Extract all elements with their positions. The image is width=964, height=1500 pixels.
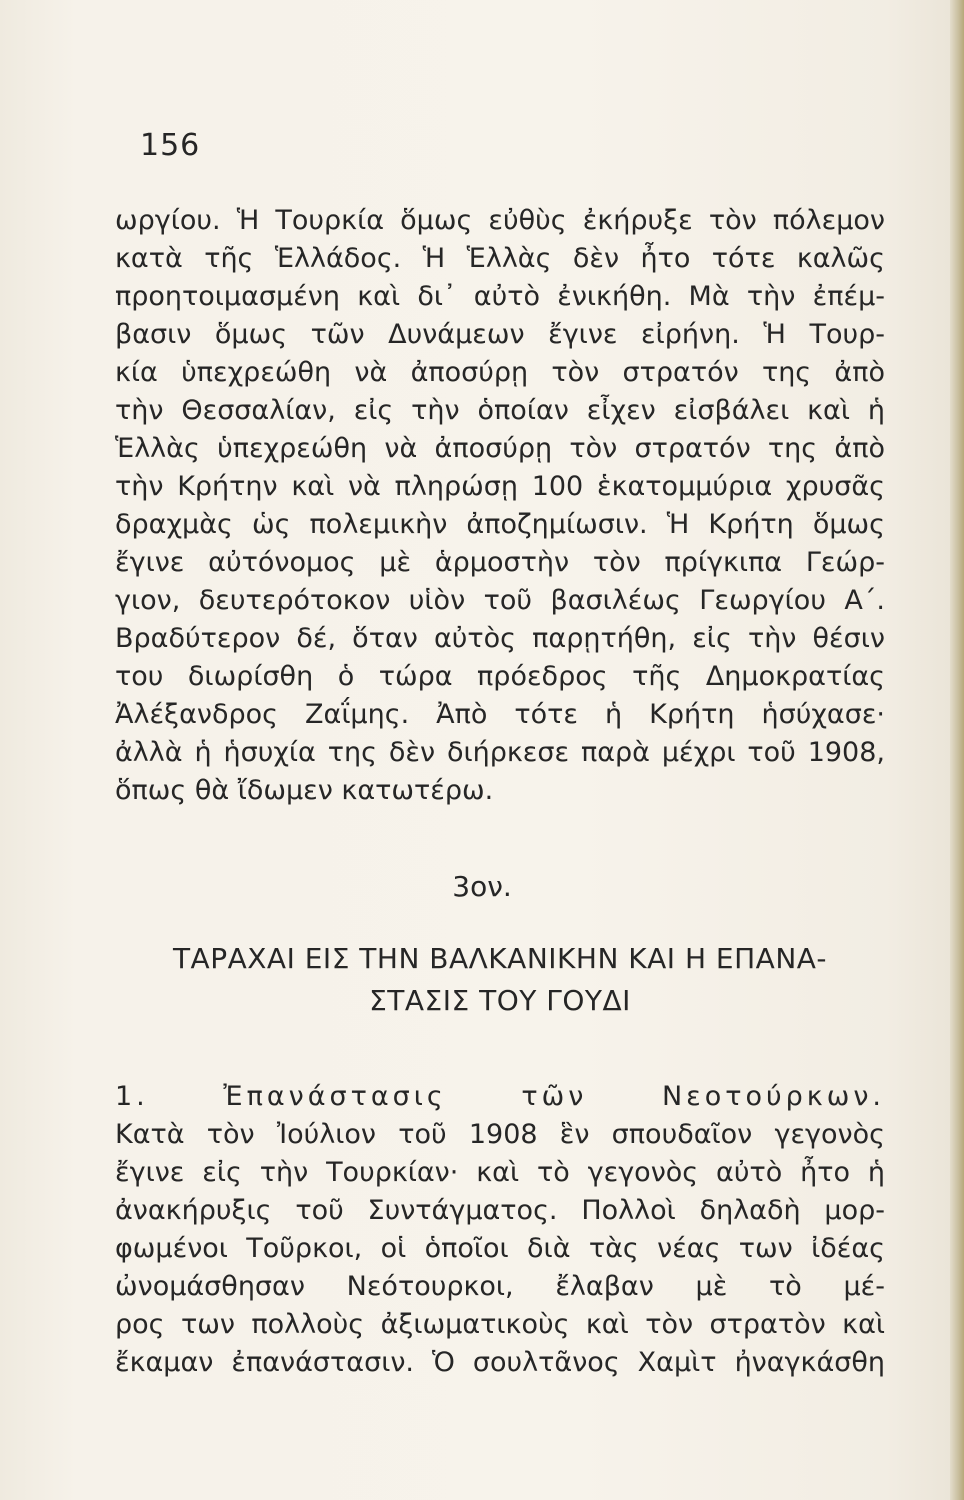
heading-line: ΤΑΡΑΧΑΙ ΕΙΣ ΤΗΝ ΒΑΛΚΑΝΙΚΗΝ ΚΑΙ Η ΕΠΑΝΑ-: [172, 942, 828, 975]
text-line: Ἀλέξανδρος Ζαΐμης. Ἀπὸ τότε ἡ Κρήτη ἡσύχασε·: [115, 699, 885, 730]
text-line: ὠνομάσθησαν Νεότουρκοι, ἔλαβαν μὲ τὸ μέ-: [115, 1271, 885, 1302]
text-line: ωργίου. Ἡ Τουρκία ὅμως εὐθὺς ἐκήρυξε τὸν πόλεμον: [115, 205, 885, 236]
text-line: τὴν Θεσσαλίαν, εἰς τὴν ὁποίαν εἶχεν εἰσβάλει καὶ ἡ: [115, 395, 885, 426]
text-line: Ἑλλὰς ὑπεχρεώθη νὰ ἀποσύρῃ τὸν στρατόν της ἀπὸ: [115, 433, 885, 464]
text-line: φωμένοι Τοῦρκοι, οἱ ὁποῖοι διὰ τὰς νέας των ἰδέας: [115, 1233, 885, 1264]
text-line: προητοιμασμένη καὶ δι᾿ αὐτὸ ἐνικήθη. Μὰ τὴν ἐπέμ-: [115, 281, 885, 312]
text-line: κατὰ τῆς Ἑλλάδος. Ἡ Ἑλλὰς δὲν ἦτο τότε καλῶς: [115, 243, 885, 274]
text-line: Βραδύτερον δέ, ὅταν αὐτὸς παρῃτήθη, εἰς τὴν θέσιν: [115, 623, 885, 654]
text-line: δραχμὰς ὡς πολεμικὴν ἀποζημίωσιν. Ἡ Κρήτη ὅμως: [115, 509, 885, 540]
page-edge: [950, 0, 964, 1500]
text-line: Κατὰ τὸν Ἰούλιον τοῦ 1908 ἓν σπουδαῖον γεγονὸς: [115, 1119, 885, 1150]
section-number: 3ον.: [452, 870, 512, 903]
text-line: ἔγινε εἰς τὴν Τουρκίαν· καὶ τὸ γεγονὸς αὐτὸ ἦτο ἡ: [115, 1157, 885, 1188]
paragraph-2: [115, 1078, 885, 1382]
subsection-title: 1. Ἐπανάστασις τῶν Νεοτούρκων.: [115, 1081, 885, 1112]
text-line: τὴν Κρήτην καὶ νὰ πληρώσῃ 100 ἑκατομμύρια χρυσᾶς: [115, 471, 885, 502]
text-line: ἀνακήρυξις τοῦ Συντάγματος. Πολλοὶ δηλαδὴ μορ-: [115, 1195, 885, 1226]
text-line: του διωρίσθη ὁ τώρα πρόεδρος τῆς Δημοκρατίας: [115, 661, 885, 692]
heading-line: ΣΤΑΣΙΣ ΤΟΥ ΓΟΥΔΙ: [369, 984, 631, 1017]
text-line: κία ὑπεχρεώθη νὰ ἀποσύρῃ τὸν στρατόν της ἀπὸ: [115, 357, 885, 388]
text-line: ἔγινε αὐτόνομος μὲ ἁρμοστὴν τὸν πρίγκιπα Γεώρ-: [115, 547, 885, 578]
section-heading: [115, 938, 885, 1022]
text-line: ὅπως θὰ ἴδωμεν κατωτέρω.: [115, 775, 494, 806]
text-line: ἀλλὰ ἡ ἡσυχία της δὲν διήρκεσε παρὰ μέχρι τοῦ 1908,: [115, 737, 885, 768]
text-line: γιον, δευτερότοκον υἱὸν τοῦ βασιλέως Γεωργίου Α΄.: [115, 585, 885, 616]
text-line: ἔκαμαν ἐπανάστασιν. Ὁ σουλτᾶνος Χαμὶτ ἠναγκάσθη: [115, 1347, 885, 1378]
paragraph-1: [115, 202, 885, 810]
text-line: ρος των πολλοὺς ἀξιωματικοὺς καὶ τὸν στρατὸν καὶ: [115, 1309, 885, 1340]
text-line: βασιν ὅμως τῶν Δυνάμεων ἔγινε εἰρήνη. Ἡ Τουρ-: [115, 319, 885, 350]
page-number: 156: [140, 128, 201, 163]
